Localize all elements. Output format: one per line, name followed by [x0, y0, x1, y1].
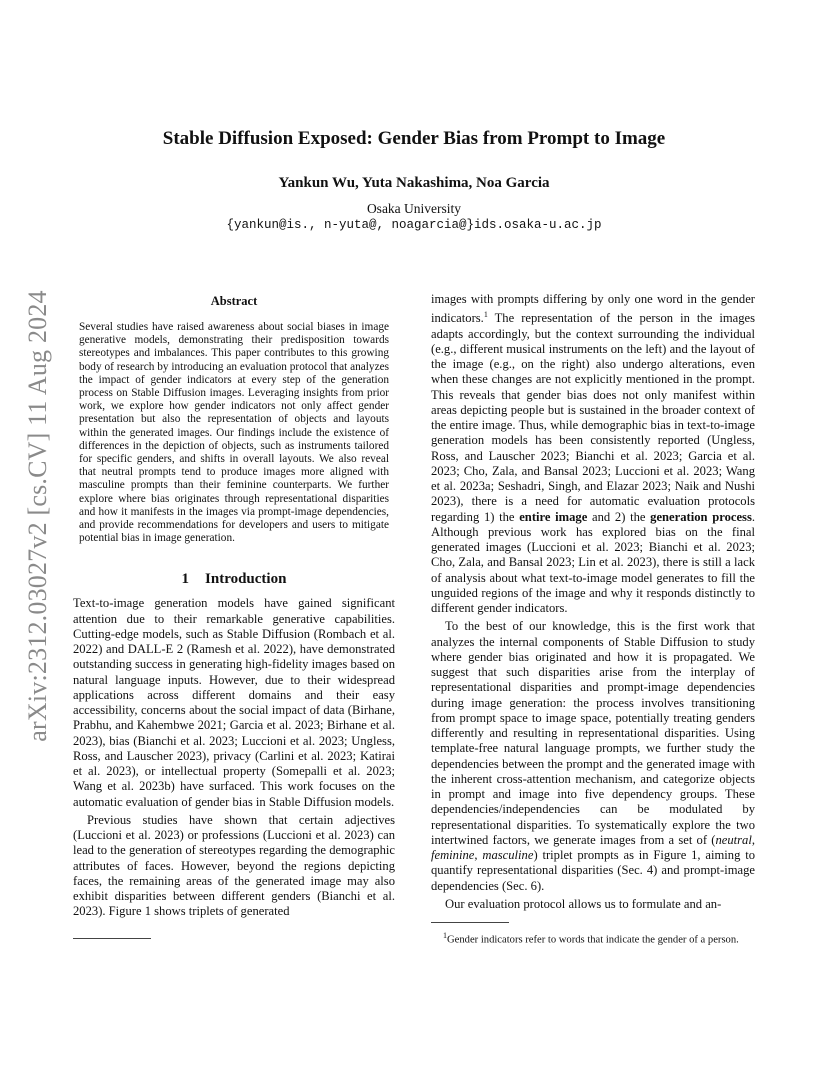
paper-title: Stable Diffusion Exposed: Gender Bias from Prompt to Image [162, 128, 666, 149]
section-number: 1 [181, 571, 190, 588]
left-column [73, 294, 395, 920]
footnote-rule-left [73, 938, 151, 939]
italic-term: masculine [482, 848, 534, 863]
paper-authors: Yankun Wu, Yuta Nakashima, Noa Garcia [278, 175, 550, 191]
section-heading-introduction [73, 571, 395, 588]
text-run: The representation of the person in the images adapts accordingly, but the context surrounding the individual (e.g., different musical instruments on the left) and the layout of the image (e.g., on the right) also undergo alterations, even when these changes are not explicitly mentioned in the prompt. This reveals that gender bias does not only manifest within areas depicting people but is sustained in the broader context of the entire image. Thus, while demographic bias in text-to-image generation models has been consistently reported (Ungless, Ross, and Lauscher 2023; Bianchi et al. 2023; Garcia et al. 2023; Cho, Zala, and Bansal 2023; Luccioni et al. 2023; Wang et al. 2023a; Seshadri, Singh, and Elazar 2023; Naik and Nushi 2023), there is a need for automatic evaluation protocols regarding 1) the [431, 311, 755, 524]
intro-paragraph-4: Our evaluation protocol allows us to formulate and an- [445, 896, 722, 911]
intro-paragraph-3 [431, 619, 755, 894]
intro-paragraph-2-continued [431, 292, 755, 616]
bold-term: generation process [650, 509, 752, 524]
affiliation: Osaka University [366, 201, 462, 216]
section-title: Introduction [205, 571, 287, 588]
text-run: ) triplet prompts as in Figure 1, aiming to quantify representational disparities (Sec. 4) and prompt-image dependencies (Sec. 6). [431, 848, 756, 893]
abstract-heading: Abstract [210, 294, 258, 308]
intro-paragraph-1: Text-to-image generation models have gained significant attention due to their remarkable generative capabilities. Cutting-edge models, such as Stable Diffusion (Rombach et al. 2022) and DALL-E 2 (Ramesh et al. 2022), have demonstrated outstanding success in generating high-fidelity images based on natural language inputs. However, due to their widespread applications across different domains and their easy accessibility, concerns about the social impact of data (Birhane, Prabhu, and Kahembwe 2021; Garcia et al. 2023; Birhane et al. 2023), bias (Bianchi et al. 2023; Luccioni et al. 2023; Ungless, Ross, and Lauscher 2023), privacy (Carlini et al. 2023; Katirai et al. 2023), or intellectual property (Somepalli et al. 2023; Wang et al. 2023b) have surfaced. This work focuses on the automatic evaluation of gender bias in Stable Diffusion models. [73, 596, 395, 809]
text-run: images with prompts differing by only one word in the gender indicators. [431, 292, 755, 326]
text-run: , [751, 832, 755, 847]
footnote [431, 929, 755, 947]
text-run: and 2) the [587, 509, 651, 524]
italic-term: feminine [431, 848, 475, 863]
text-run: To the best of our knowledge, this is the first work that analyzes the internal components of Stable Diffusion to study where gender bias originated and how it is propagated. We suggest that such disparities arise from the interplay of representational disparities and prompt-image dependencies during image generation: the process involves transitioning from prompt space to image space, potentially treating genders differently and resulting in representational disparities. Using template-free natural language prompts, we further study the dependencies between the prompt and the generated image with the inherent cross-attention mechanism, and categorize objects in prompt and image into five dependency groups. These dependencies/independencies can be modulated by representational disparities. To systematically explore the two intertwined factors, we generate images from a set of ( [431, 619, 755, 847]
footnote-marker: 1 [483, 310, 488, 320]
footnote-rule-right [431, 922, 509, 923]
intro-paragraph-2: Previous studies have shown that certain adjectives (Luccioni et al. 2023) or professions (Luccioni et al. 2023) can lead to the generation of stereotypes regarding the demographic attributes of faces. However, beyond the regions depicting faces, the remaining areas of the generated image may also exhibit disparities between different genders (Bianchi et al. 2023). Figure 1 shows triplets of generated [73, 812, 395, 919]
text-run: , [474, 848, 483, 863]
italic-term: neutral [715, 832, 752, 847]
arxiv-stamp [18, 282, 58, 750]
abstract-text: Several studies have raised awareness about social biases in image generative models, demonstrating their predisposition towards stereotypes and imbalances. This paper contributes to this growing body of research by introducing an evaluation protocol that analyzes the impact of gender indicators at every step of the generation process on Stable Diffusion images. Leveraging insights from prior work, we explore how gender indicators not only affect gender presentation but also the representation of objects and layouts within the generated images. Our findings include the existence of differences in the depiction of objects, such as instruments tailored for specific genders, and shifts in overall layouts. We also reveal that neutral prompts tend to produce images more aligned with masculine prompts than their feminine counterparts. We further explore where bias originates through representational disparities and how it manifests in the images via prompt-image dependencies, and provide recommendations for developers and users to mitigate potential bias in image generation. [79, 321, 389, 545]
footnote-number: 1 [443, 931, 447, 941]
bold-term: entire image [519, 509, 588, 524]
arxiv-id: arXiv:2312.03027v2 [cs.CV] 11 Aug 2024 [23, 290, 52, 742]
text-run: . Although previous work has explored bias on the final generated images (Luccioni et al. 2023; Bianchi et al. 2023; Cho, Zala, and Bansal 2023; Lin et al. 2023), there is still a lack of analysis about what text-to-image model generates to fill the unguided regions of the image and why it responds distinctly to different gender indicators. [431, 509, 756, 616]
author-emails: {yankun@is., n-yuta@, noagarcia@}ids.osaka-u.ac.jp [226, 218, 602, 232]
right-column [431, 292, 755, 947]
footnote-text: Gender indicators refer to words that indicate the gender of a person. [447, 934, 739, 946]
